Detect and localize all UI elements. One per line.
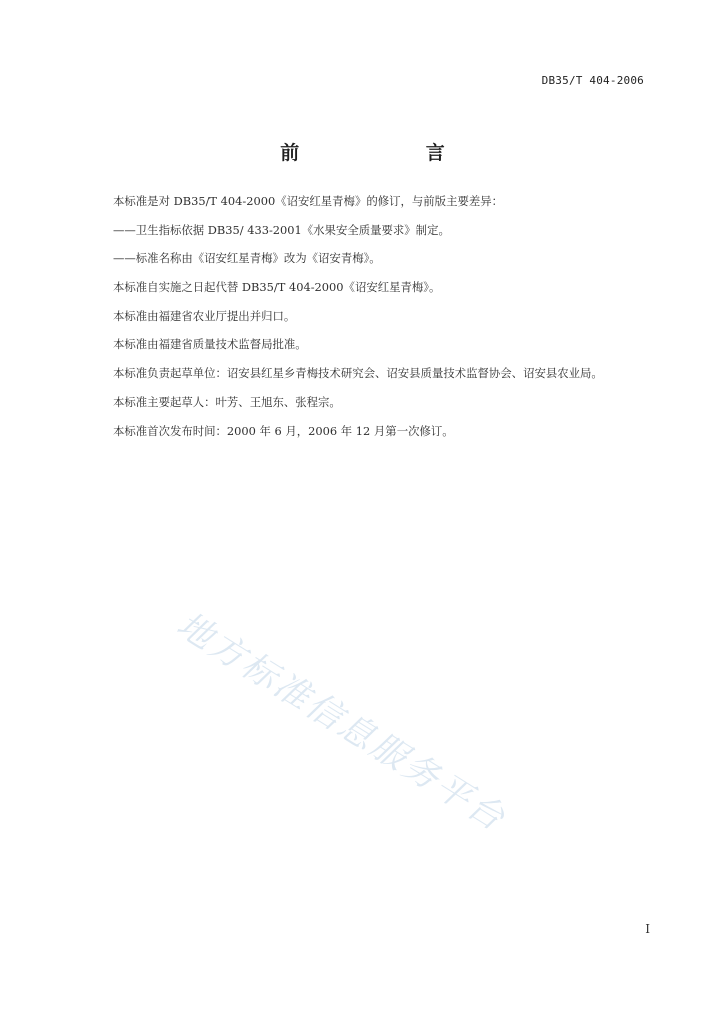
page-number: I — [645, 922, 650, 936]
section-heading: 前 言 — [280, 142, 505, 164]
paragraph-line: ——卫生指标依据 DB35/ 433-2001《水果安全质量要求》制定。 — [113, 222, 450, 237]
paragraph-line: 本标准由福建省质量技术监督局批准。 — [113, 337, 307, 352]
watermark: 地方标准信息服务平台 — [169, 604, 514, 841]
preface-body — [113, 192, 673, 450]
paragraph-line: 本标准负责起草单位：诏安县红星乡青梅技术研究会、诏安县质量技术监督协会、诏安县农业局。 — [113, 366, 603, 381]
paragraph-line: 本标准自实施之日起代替 DB35/T 404-2000《诏安红星青梅》。 — [113, 280, 441, 295]
paragraph-line: 本标准主要起草人：叶芳、王旭东、张程宗。 — [113, 394, 341, 409]
document-code: DB35/T 404-2006 — [541, 74, 644, 87]
paragraph-line: 本标准是对 DB35/T 404-2000《诏安红星青梅》的修订，与前版主要差异： — [113, 194, 504, 208]
paragraph-line: ——标准名称由《诏安红星青梅》改为《诏安青梅》。 — [113, 251, 381, 266]
paragraph-line: 本标准首次发布时间：2000 年 6 月，2006 年 12 月第一次修订。 — [113, 423, 454, 438]
paragraph-line: 本标准由福建省农业厅提出并归口。 — [113, 308, 296, 323]
